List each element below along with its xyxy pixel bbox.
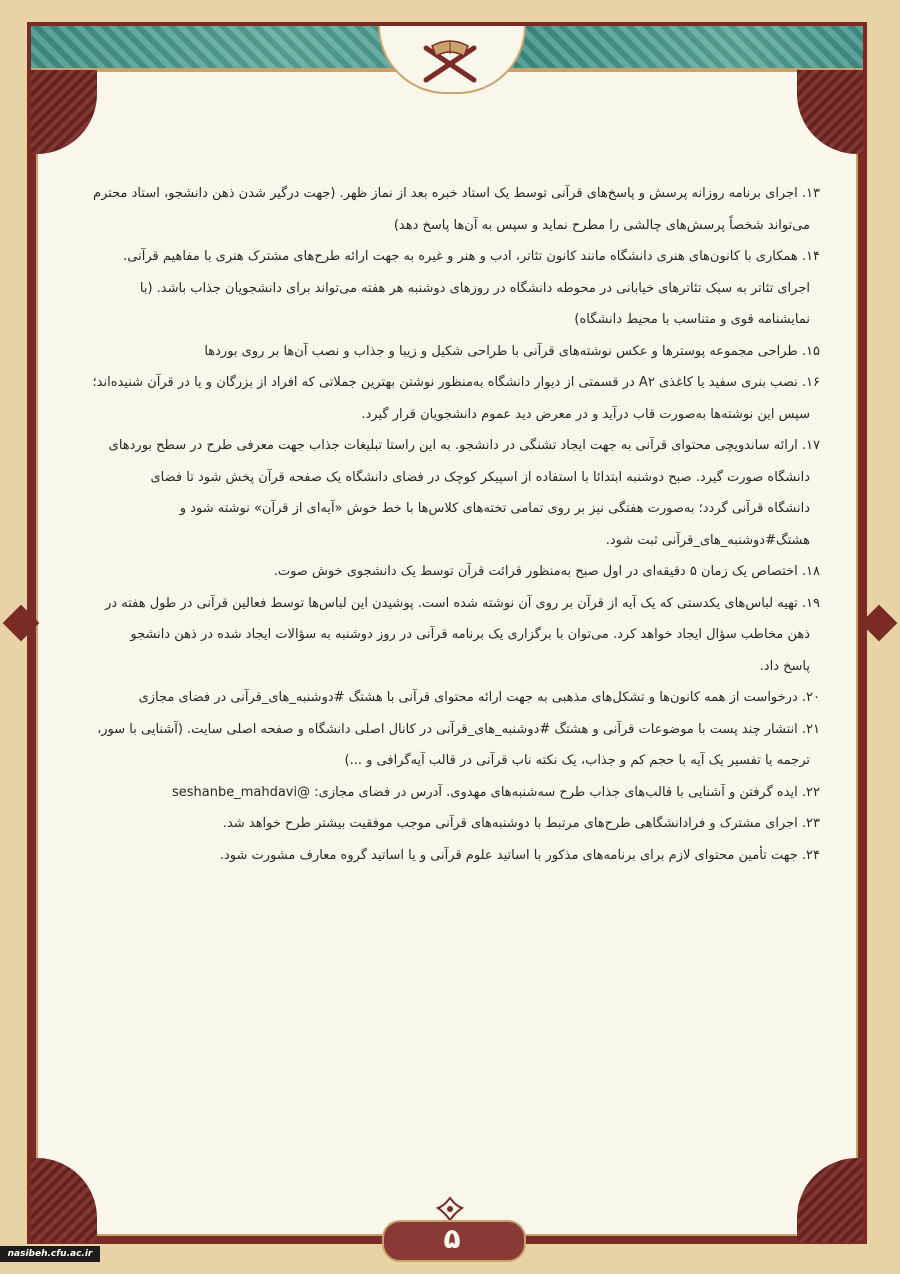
text-line: ۲۲. ایده گرفتن و آشنایی با قالب‌های جذاب طرح سه‌شنبه‌های مهدوی. آدرس در فضای مجازی: @seshanbe_mahdavi bbox=[171, 784, 820, 800]
text-line: اجرای تئاتر به سبک تئاترهای خیابانی در محوطه دانشگاه در روزهای دوشنبه هر هفته می‌تواند برای دانشجویان جذاب باشد. (با bbox=[139, 280, 810, 296]
text-line: نمایشنامه قوی و متناسب با محیط دانشگاه) bbox=[574, 312, 810, 327]
text-line: پاسخ داد. bbox=[759, 658, 810, 674]
text-line: ۱۸. اختصاص یک زمان ۵ دقیقه‌ای در اول صبح به‌منظور قرائت قرآن توسط یک دانشجوی خوش صوت. bbox=[273, 564, 820, 579]
site-watermark: nasibeh.cfu.ac.ir bbox=[0, 1246, 100, 1262]
text-line: ۱۶. نصب بنری سفید یا کاغذی A۲ در قسمتی از دیوار دانشگاه به‌منظور نوشتن بهترین جملاتی که افراد از بزرگان و یا در قرآن شنیده‌اند؛ bbox=[92, 375, 820, 390]
text-line: هشتگ#دوشنبه_های_قرآنی ثبت شود. bbox=[605, 532, 810, 548]
text-line: دانشگاه قرآنی گردد؛ به‌صورت هفتگی نیز بر روی تمامی تخته‌های کلاس‌ها با خط خوش «آیه‌ای از قرآن» نوشته شود و bbox=[179, 501, 810, 516]
page-number: ۵ bbox=[443, 1222, 461, 1255]
document-body bbox=[84, 178, 820, 871]
quran-stand-icon bbox=[418, 34, 482, 86]
text-line: ۱۵. طراحی مجموعه پوسترها و عکس نوشته‌های قرآنی با طراحی شکیل و زیبا و جذاب و نصب آن‌ها بر روی بوردها bbox=[204, 343, 820, 359]
text-line: ۱۹. تهیه لباس‌های یکدستی که یک آیه از قرآن بر روی آن نوشته شده است. پوشیدن این لباس‌ها توسط فعالین قرآنی در طول هفته در bbox=[105, 595, 820, 611]
text-line: ۱۷. ارائه ساندویچی محتوای قرآنی به جهت ایجاد تشنگی در دانشجو. به این راستا تبلیغات جذاب جهت معرفی طرح در سطح بوردهای bbox=[108, 438, 820, 453]
text-line: ذهن مخاطب سؤال ایجاد خواهد کرد. می‌توان با برگزاری یک برنامه قرآنی در روز دوشنبه به سؤالات ایجاد شده در ذهن دانشجو bbox=[130, 627, 810, 642]
text-line: ۱۳. اجرای برنامه روزانه پرسش و پاسخ‌های قرآنی توسط یک استاد خبره بعد از نماز ظهر. (جهت درگیر شدن ذهن دانشجو، استاد محترم bbox=[93, 186, 820, 201]
crown-ornament-icon bbox=[432, 1196, 468, 1222]
text-line: می‌تواند شخصاً پرسش‌های چالشی را مطرح نماید و سپس به آن‌ها پاسخ دهد) bbox=[393, 217, 810, 233]
text-line: ۲۴. جهت تأمین محتوای لازم برای برنامه‌های مذکور با اساتید علوم قرآنی و یا اساتید گروه معارف مشورت شود. bbox=[219, 847, 820, 863]
text-line: ۲۱. انتشار چند پست با موضوعات قرآنی و هشتگ #دوشنبه_های_قرآنی در کانال اصلی دانشگاه و صفحه اصلی سایت. (آشنایی با سور، bbox=[97, 721, 820, 737]
text-line: ۲۰. درخواست از همه کانون‌ها و تشکل‌های مذهبی به جهت ارائه محتوای قرآنی با هشتگ #دوشنبه_های_قرآنی در فضای مجازی bbox=[138, 690, 820, 705]
text-line: سپس این نوشته‌ها به‌صورت قاب درآید و در معرض دید عموم دانشجویان قرار گیرد. bbox=[361, 406, 810, 422]
text-line: دانشگاه صورت گیرد. صبح دوشنبه ابتدائا با استفاده از اسپیکر کوچک در فضای دانشگاه یک صفحه قرآن پخش شود تا فضای bbox=[150, 469, 810, 485]
text-line: ترجمه یا تفسیر یک آیه با حجم کم و جذاب، یک نکته ناب قرآنی در قالب آیه‌گرافی و ...) bbox=[344, 753, 810, 768]
text-line: ۱۴. همکاری با کانون‌های هنری دانشگاه مانند کانون تئاتر، ادب و هنر و غیره به جهت ارائه طرح‌های مشترک هنری با مفاهیم قرآنی. bbox=[123, 249, 820, 264]
text-line: ۲۳. اجرای مشترک و فرادانشگاهی طرح‌های مرتبط با دوشنبه‌های قرآنی موجب موفقیت بیشتر طرح خواهد شد. bbox=[222, 816, 820, 831]
